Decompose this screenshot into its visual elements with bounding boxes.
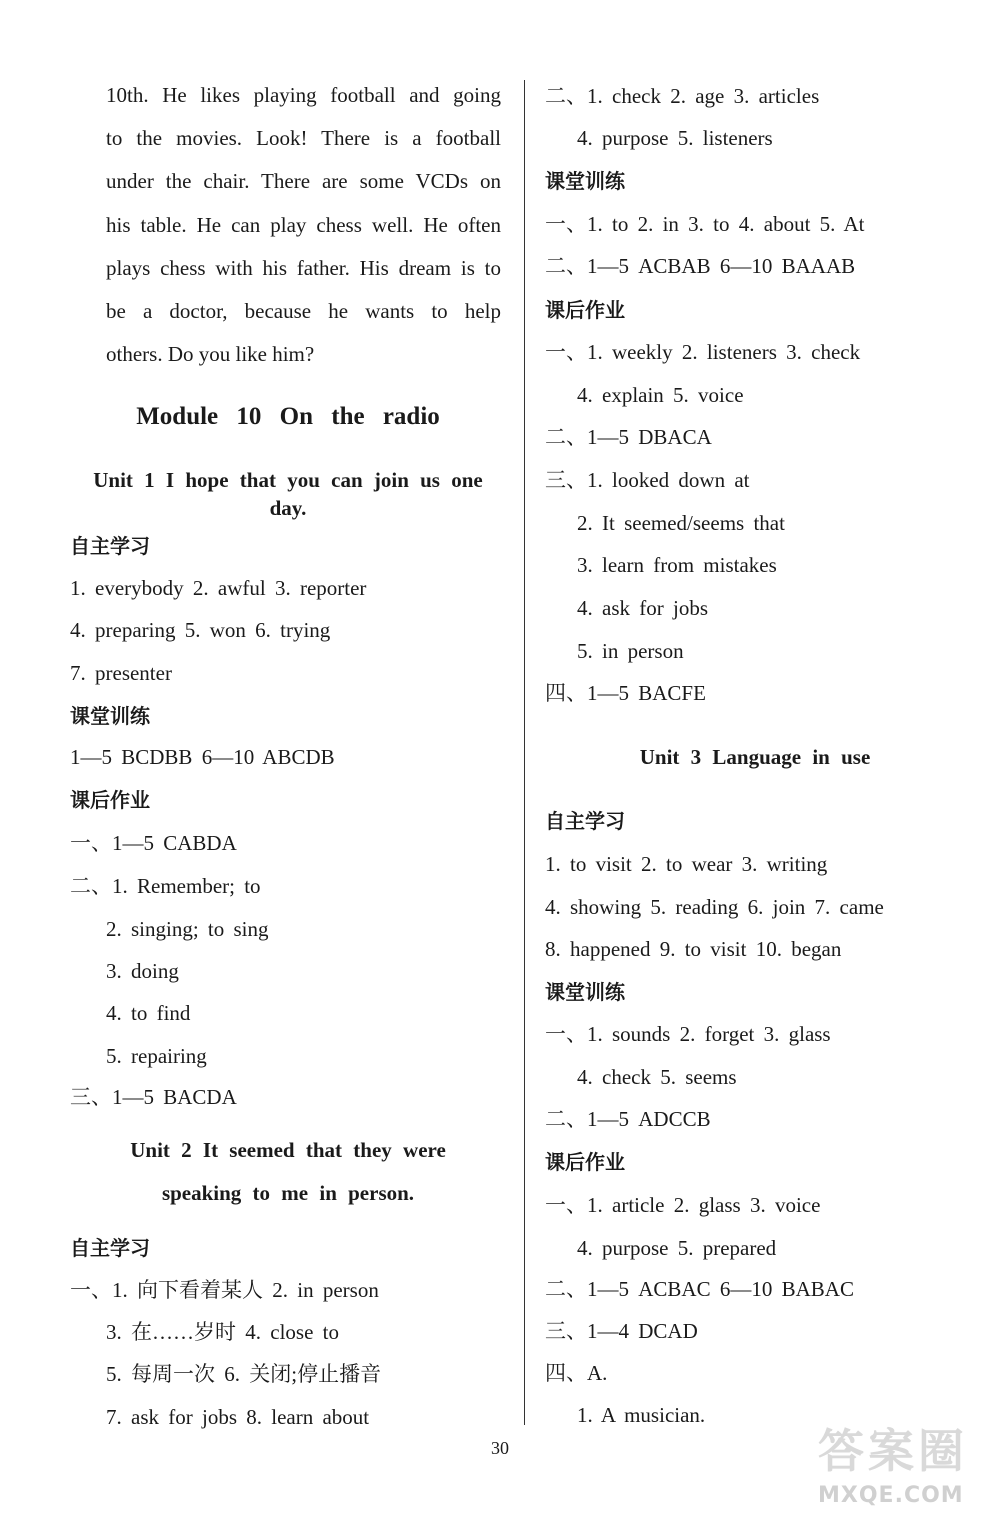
- answer-line: 3. doing: [106, 959, 179, 983]
- answer-line: 4. to find: [106, 1001, 191, 1025]
- passage-line: his table. He can play chess well. He often: [106, 212, 501, 237]
- answer-line: 5. repairing: [106, 1044, 207, 1068]
- answer-line: 三、1. looked down at: [545, 468, 750, 492]
- section-heading-kehou: 课后作业: [545, 298, 625, 322]
- answer-line: 三、1—4 DCAD: [545, 1319, 698, 1343]
- answer-line: 一、1. 向下看着某人 2. in person: [70, 1278, 379, 1302]
- answer-line: 4. showing 5. reading 6. join 7. came: [545, 895, 884, 919]
- answer-line: 4. purpose 5. listeners: [577, 126, 773, 150]
- section-heading-zizhu: 自主学习: [70, 534, 150, 558]
- answer-line: 1—5 BCDBB 6—10 ABCDB: [70, 745, 335, 769]
- answer-line: 4. preparing 5. won 6. trying: [70, 618, 331, 642]
- section-heading-ketang: 课堂训练: [545, 980, 625, 1004]
- answer-line: 3. 在……岁时 4. close to: [106, 1320, 339, 1344]
- answer-line: 一、1. sounds 2. forget 3. glass: [545, 1022, 831, 1046]
- answer-line: 3. learn from mistakes: [577, 553, 777, 577]
- answer-line: 4. check 5. seems: [577, 1065, 737, 1089]
- answer-line: 4. purpose 5. prepared: [577, 1236, 777, 1260]
- passage-line: under the chair. There are some VCDs on: [106, 169, 501, 194]
- passage-paragraph: [106, 74, 501, 376]
- unit2-title-line1: Unit 2 It seemed that they were: [130, 1138, 446, 1162]
- answer-line: 4. explain 5. voice: [577, 383, 744, 407]
- answer-line: 二、1—5 DBACA: [545, 425, 712, 449]
- answer-line: 7. presenter: [70, 661, 172, 685]
- answer-line: 二、1—5 ACBAC 6—10 BABAC: [545, 1277, 854, 1301]
- watermark-logo: [818, 1425, 998, 1513]
- watermark-text: 答案圈: [818, 1424, 968, 1478]
- answer-line: 4. ask for jobs: [577, 596, 708, 620]
- answer-line: 一、1. to 2. in 3. to 4. about 5. At: [545, 212, 865, 236]
- passage-line: 10th. He likes playing football and going: [106, 83, 501, 107]
- unit2-title-line2: speaking to me in person.: [161, 1181, 415, 1205]
- section-heading-kehou: 课后作业: [70, 788, 150, 812]
- section-heading-zizhu: 自主学习: [70, 1236, 150, 1260]
- answer-line: 三、1—5 BACDA: [70, 1085, 237, 1109]
- passage-line: others. Do you like him?: [106, 342, 315, 367]
- answer-line: 1. A musician.: [577, 1403, 706, 1427]
- answer-line: 5. 每周一次 6. 关闭;停止播音: [106, 1362, 382, 1386]
- passage-line: plays chess with his father. His dream is to: [106, 255, 501, 280]
- answer-line: 一、1—5 CABDA: [70, 831, 237, 855]
- answer-line: 1. everybody 2. awful 3. reporter: [70, 576, 367, 600]
- unit1-title: Unit 1 I hope that you can join us one day.: [93, 468, 483, 520]
- section-heading-ketang: 课堂训练: [70, 704, 150, 728]
- section-heading-ketang: 课堂训练: [545, 169, 625, 193]
- answer-line: 四、1—5 BACFE: [545, 681, 706, 705]
- answer-line: 二、1—5 ACBAB 6—10 BAAAB: [545, 254, 856, 278]
- watermark-url: MXQE.COM: [818, 1483, 964, 1508]
- answer-line: 2. singing; to sing: [106, 917, 269, 941]
- column-divider: [524, 80, 525, 1425]
- answer-line: 一、1. weekly 2. listeners 3. check: [545, 340, 861, 364]
- page-number: 30: [491, 1438, 509, 1458]
- answer-line: 二、1. check 2. age 3. articles: [545, 84, 820, 108]
- module-title: Module 10 On the radio: [136, 403, 440, 430]
- section-heading-kehou: 课后作业: [545, 1150, 625, 1174]
- answer-line: 5. in person: [577, 639, 684, 663]
- answer-line: 8. happened 9. to visit 10. began: [545, 937, 842, 961]
- section-heading-zizhu: 自主学习: [545, 809, 625, 833]
- answer-line: 四、A.: [545, 1361, 608, 1385]
- answer-line: 二、1. Remember; to: [70, 874, 261, 898]
- answer-line: 7. ask for jobs 8. learn about: [106, 1405, 370, 1429]
- answer-line: 二、1—5 ADCCB: [545, 1107, 711, 1131]
- answer-line: 一、1. article 2. glass 3. voice: [545, 1193, 821, 1217]
- passage-line: be a doctor, because he wants to help: [106, 298, 501, 323]
- unit3-title: Unit 3 Language in use: [639, 745, 871, 769]
- passage-line: to the movies. Look! There is a football: [106, 126, 501, 151]
- answer-line: 1. to visit 2. to wear 3. writing: [545, 852, 828, 876]
- answer-line: 2. It seemed/seems that: [577, 511, 785, 535]
